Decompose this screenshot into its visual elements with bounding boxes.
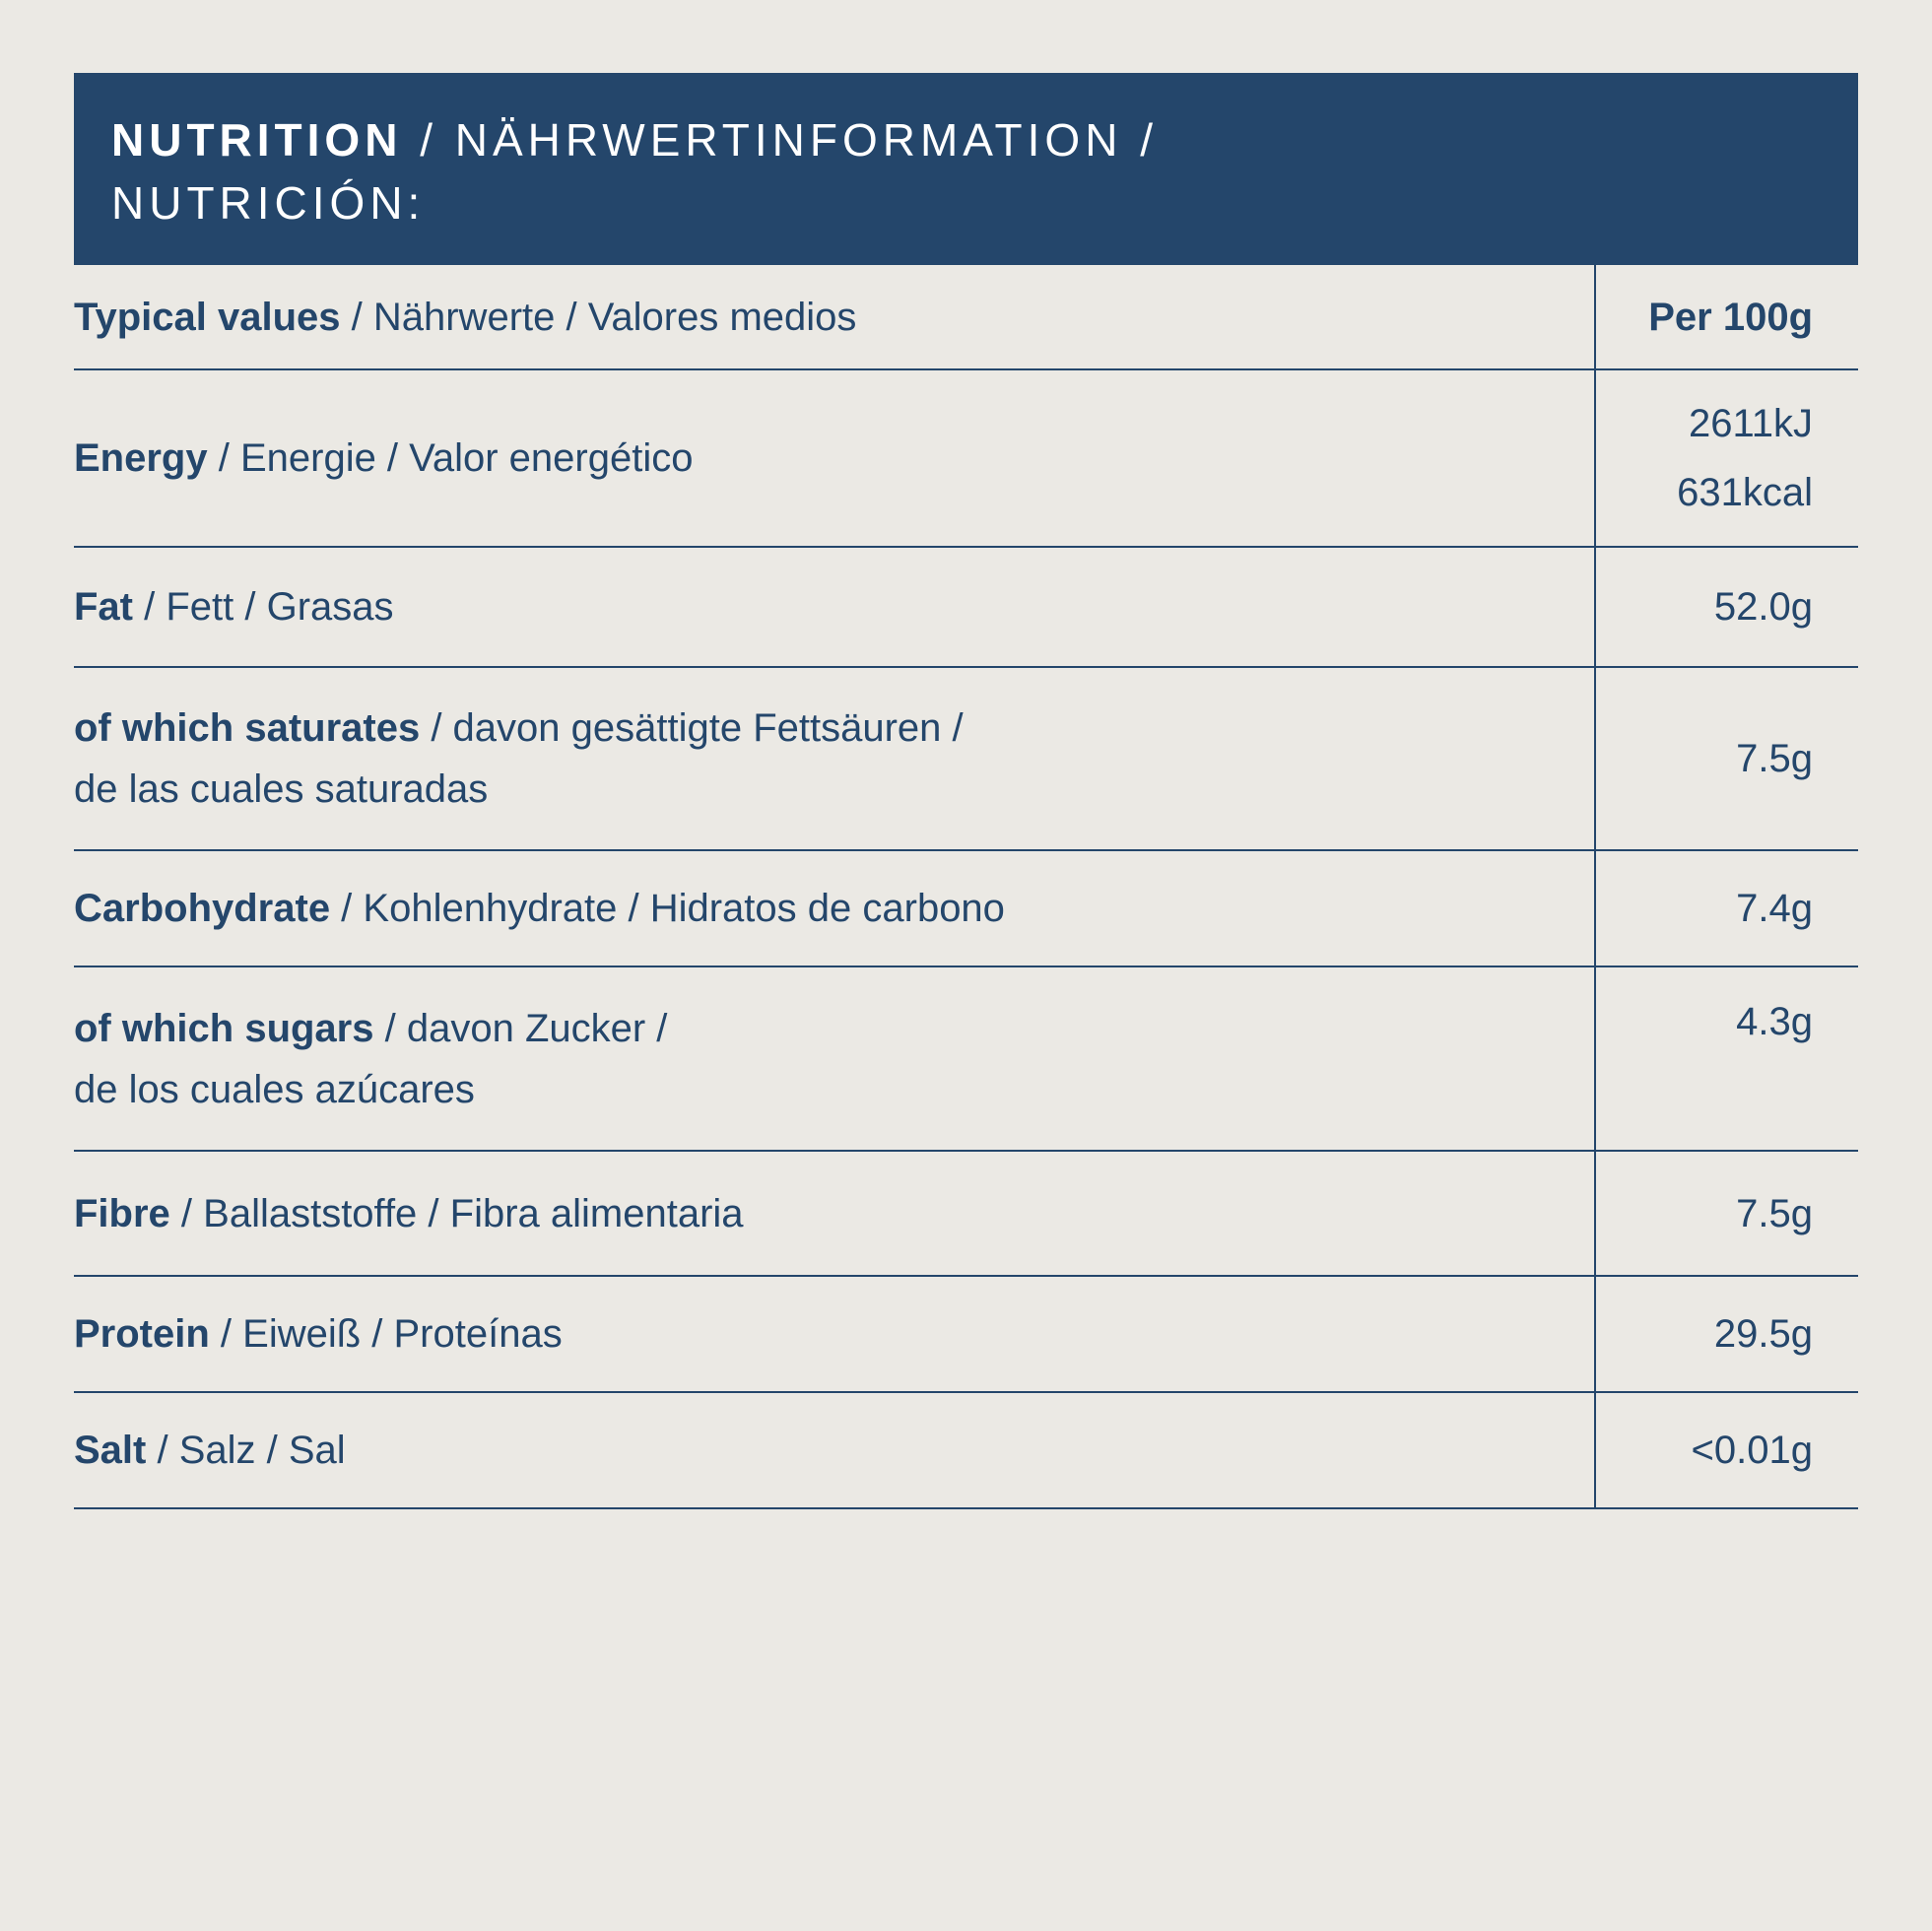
table-row-carbohydrate bbox=[74, 851, 1858, 967]
label-rest: / Fett / Grasas bbox=[133, 585, 394, 629]
label-bold: Typical values bbox=[74, 295, 341, 339]
per-100g-header: Per 100g bbox=[1648, 295, 1813, 339]
label-line-2: de los cuales azúcares bbox=[74, 1067, 475, 1111]
row-label bbox=[74, 1393, 1596, 1507]
table-row-fat bbox=[74, 548, 1858, 668]
label-bold: Energy bbox=[74, 436, 208, 480]
table-row-protein bbox=[74, 1277, 1858, 1393]
label-rest: / Salz / Sal bbox=[146, 1429, 346, 1472]
label-rest: / davon gesättigte Fettsäuren / bbox=[420, 706, 964, 750]
header-line-1 bbox=[111, 108, 1858, 171]
row-label bbox=[74, 548, 1596, 666]
row-label bbox=[74, 967, 1596, 1150]
salt-value: <0.01g bbox=[1691, 1429, 1813, 1472]
label-bold: Carbohydrate bbox=[74, 887, 331, 930]
row-label bbox=[74, 370, 1596, 546]
label-bold: of which saturates bbox=[74, 706, 421, 750]
energy-value bbox=[1596, 370, 1858, 546]
table-row-saturates bbox=[74, 668, 1858, 851]
label-bold: Fat bbox=[74, 585, 133, 629]
header-title-bold: NUTRITION bbox=[111, 114, 403, 166]
sugars-value: 4.3g bbox=[1736, 1000, 1813, 1043]
label-bold: Salt bbox=[74, 1429, 147, 1472]
table-row-energy bbox=[74, 370, 1858, 548]
carbohydrate-value: 7.4g bbox=[1736, 887, 1813, 930]
label-bold: Protein bbox=[74, 1312, 210, 1356]
label-rest: / Energie / Valor energético bbox=[207, 436, 694, 480]
saturates-value: 7.5g bbox=[1736, 737, 1813, 780]
row-label bbox=[74, 851, 1596, 966]
row-label bbox=[74, 668, 1596, 849]
fibre-value: 7.5g bbox=[1736, 1191, 1813, 1235]
label-rest: / Nährwerte / Valores medios bbox=[340, 295, 857, 339]
row-label bbox=[74, 265, 1596, 368]
nutrition-panel bbox=[74, 73, 1858, 1509]
protein-value: 29.5g bbox=[1713, 1312, 1813, 1356]
nutrition-header bbox=[74, 73, 1858, 265]
row-label bbox=[74, 1277, 1596, 1391]
label-rest: / davon Zucker / bbox=[373, 1006, 668, 1050]
label-line-2: de las cuales saturadas bbox=[74, 767, 489, 811]
table-row-fibre bbox=[74, 1152, 1858, 1277]
label-bold: Fibre bbox=[74, 1191, 170, 1235]
header-title-rest: / NÄHRWERTINFORMATION / bbox=[402, 114, 1158, 166]
label-rest: / Kohlenhydrate / Hidratos de carbono bbox=[330, 887, 1005, 930]
header-line-2: NUTRICIÓN: bbox=[111, 177, 426, 229]
fat-value: 52.0g bbox=[1713, 585, 1813, 629]
energy-kcal: 631kcal bbox=[1677, 471, 1813, 514]
label-rest: / Ballaststoffe / Fibra alimentaria bbox=[169, 1191, 744, 1235]
table-row-sugars bbox=[74, 967, 1858, 1152]
label-rest: / Eiweiß / Proteínas bbox=[209, 1312, 563, 1356]
label-bold: of which sugars bbox=[74, 1006, 374, 1050]
energy-kj: 2611kJ bbox=[1688, 402, 1813, 445]
row-label bbox=[74, 1152, 1596, 1275]
table-header-row bbox=[74, 265, 1858, 370]
table-row-salt bbox=[74, 1393, 1858, 1509]
